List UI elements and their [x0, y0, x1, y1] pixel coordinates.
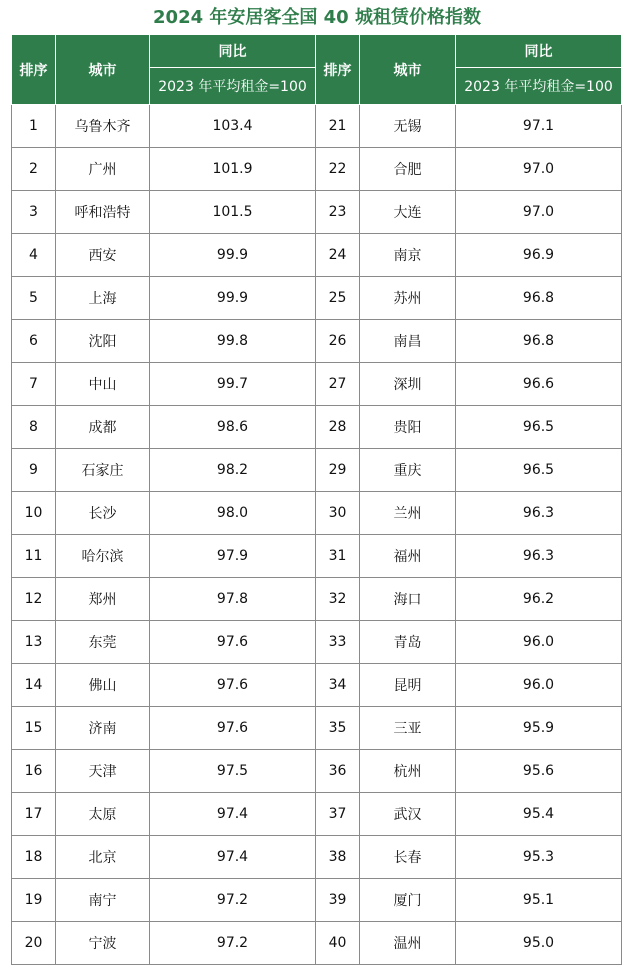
city-cell: 北京 — [56, 836, 150, 879]
rank-cell: 40 — [316, 922, 360, 965]
city-cell: 贵阳 — [360, 406, 456, 449]
index-value-cell: 97.5 — [150, 750, 316, 793]
city-cell: 成都 — [56, 406, 150, 449]
city-cell: 合肥 — [360, 148, 456, 191]
header-base-right: 2023 年平均租金=100 — [456, 68, 622, 105]
city-cell: 长沙 — [56, 492, 150, 535]
rank-cell: 17 — [12, 793, 56, 836]
city-cell: 苏州 — [360, 277, 456, 320]
city-cell: 大连 — [360, 191, 456, 234]
rank-cell: 4 — [12, 234, 56, 277]
rank-cell: 26 — [316, 320, 360, 363]
index-value-cell: 96.3 — [456, 535, 622, 578]
index-value-cell: 96.0 — [456, 664, 622, 707]
rank-cell: 27 — [316, 363, 360, 406]
rank-cell: 32 — [316, 578, 360, 621]
table-row — [12, 578, 622, 621]
rank-cell: 7 — [12, 363, 56, 406]
city-cell: 昆明 — [360, 664, 456, 707]
city-cell: 青岛 — [360, 621, 456, 664]
index-value-cell: 99.8 — [150, 320, 316, 363]
city-cell: 厦门 — [360, 879, 456, 922]
index-value-cell: 103.4 — [150, 105, 316, 148]
rank-cell: 36 — [316, 750, 360, 793]
rank-cell: 31 — [316, 535, 360, 578]
city-cell: 石家庄 — [56, 449, 150, 492]
header-base-left: 2023 年平均租金=100 — [150, 68, 316, 105]
page-title: 2024 年安居客全国 40 城租赁价格指数 — [153, 7, 481, 28]
index-value-cell: 99.9 — [150, 277, 316, 320]
table-row — [12, 320, 622, 363]
index-value-cell: 99.7 — [150, 363, 316, 406]
index-value-cell: 96.5 — [456, 449, 622, 492]
city-cell: 中山 — [56, 363, 150, 406]
header-rank-left: 排序 — [12, 35, 56, 105]
rank-cell: 38 — [316, 836, 360, 879]
city-cell: 长春 — [360, 836, 456, 879]
index-value-cell: 97.2 — [150, 922, 316, 965]
index-value-cell: 97.0 — [456, 148, 622, 191]
table-row — [12, 836, 622, 879]
city-cell: 天津 — [56, 750, 150, 793]
city-cell: 福州 — [360, 535, 456, 578]
index-value-cell: 97.6 — [150, 621, 316, 664]
index-value-cell: 97.6 — [150, 707, 316, 750]
table-row — [12, 750, 622, 793]
rank-cell: 12 — [12, 578, 56, 621]
rank-cell: 6 — [12, 320, 56, 363]
header-yoy-left: 同比 — [150, 35, 316, 68]
index-value-cell: 95.0 — [456, 922, 622, 965]
index-value-cell: 97.9 — [150, 535, 316, 578]
index-value-cell: 97.2 — [150, 879, 316, 922]
rank-cell: 34 — [316, 664, 360, 707]
city-cell: 郑州 — [56, 578, 150, 621]
index-value-cell: 96.3 — [456, 492, 622, 535]
index-value-cell: 98.2 — [150, 449, 316, 492]
table-row — [12, 449, 622, 492]
city-cell: 杭州 — [360, 750, 456, 793]
rank-cell: 25 — [316, 277, 360, 320]
city-cell: 南京 — [360, 234, 456, 277]
table-row — [12, 105, 622, 148]
table-row — [12, 707, 622, 750]
index-value-cell: 95.6 — [456, 750, 622, 793]
index-value-cell: 96.0 — [456, 621, 622, 664]
city-cell: 太原 — [56, 793, 150, 836]
index-value-cell: 97.4 — [150, 836, 316, 879]
index-value-cell: 98.6 — [150, 406, 316, 449]
rank-cell: 8 — [12, 406, 56, 449]
city-cell: 哈尔滨 — [56, 535, 150, 578]
table-row — [12, 664, 622, 707]
rank-cell: 2 — [12, 148, 56, 191]
city-cell: 南昌 — [360, 320, 456, 363]
rank-cell: 9 — [12, 449, 56, 492]
city-cell: 上海 — [56, 277, 150, 320]
table-row — [12, 922, 622, 965]
city-cell: 沈阳 — [56, 320, 150, 363]
index-value-cell: 97.4 — [150, 793, 316, 836]
table-body — [12, 105, 622, 965]
table-row — [12, 406, 622, 449]
table-row — [12, 234, 622, 277]
rank-cell: 11 — [12, 535, 56, 578]
city-cell: 宁波 — [56, 922, 150, 965]
index-value-cell: 97.8 — [150, 578, 316, 621]
rank-cell: 29 — [316, 449, 360, 492]
rank-cell: 5 — [12, 277, 56, 320]
city-cell: 重庆 — [360, 449, 456, 492]
index-value-cell: 96.5 — [456, 406, 622, 449]
table-row — [12, 148, 622, 191]
rank-cell: 16 — [12, 750, 56, 793]
city-cell: 乌鲁木齐 — [56, 105, 150, 148]
index-value-cell: 98.0 — [150, 492, 316, 535]
city-cell: 呼和浩特 — [56, 191, 150, 234]
city-cell: 无锡 — [360, 105, 456, 148]
table-row — [12, 191, 622, 234]
table-row — [12, 535, 622, 578]
rent-index-table — [11, 34, 622, 965]
index-value-cell: 96.2 — [456, 578, 622, 621]
city-cell: 西安 — [56, 234, 150, 277]
city-cell: 武汉 — [360, 793, 456, 836]
header-rank-right: 排序 — [316, 35, 360, 105]
index-value-cell: 97.6 — [150, 664, 316, 707]
header-city-right: 城市 — [360, 35, 456, 105]
index-value-cell: 101.9 — [150, 148, 316, 191]
rank-cell: 10 — [12, 492, 56, 535]
rank-cell: 18 — [12, 836, 56, 879]
rank-cell: 15 — [12, 707, 56, 750]
city-cell: 东莞 — [56, 621, 150, 664]
city-cell: 济南 — [56, 707, 150, 750]
rank-cell: 23 — [316, 191, 360, 234]
rank-cell: 19 — [12, 879, 56, 922]
table-row — [12, 793, 622, 836]
city-cell: 三亚 — [360, 707, 456, 750]
rank-cell: 13 — [12, 621, 56, 664]
index-value-cell: 95.9 — [456, 707, 622, 750]
city-cell: 温州 — [360, 922, 456, 965]
rank-cell: 14 — [12, 664, 56, 707]
city-cell: 佛山 — [56, 664, 150, 707]
index-value-cell: 96.6 — [456, 363, 622, 406]
table-header — [12, 35, 622, 105]
rank-cell: 24 — [316, 234, 360, 277]
city-cell: 深圳 — [360, 363, 456, 406]
rank-cell: 1 — [12, 105, 56, 148]
table-row — [12, 277, 622, 320]
index-value-cell: 97.0 — [456, 191, 622, 234]
rank-cell: 20 — [12, 922, 56, 965]
rank-cell: 28 — [316, 406, 360, 449]
rank-cell: 3 — [12, 191, 56, 234]
rank-cell: 30 — [316, 492, 360, 535]
rank-cell: 21 — [316, 105, 360, 148]
header-city-left: 城市 — [56, 35, 150, 105]
city-cell: 海口 — [360, 578, 456, 621]
index-value-cell: 96.8 — [456, 320, 622, 363]
index-value-cell: 101.5 — [150, 191, 316, 234]
index-value-cell: 95.3 — [456, 836, 622, 879]
rank-cell: 22 — [316, 148, 360, 191]
city-cell: 南宁 — [56, 879, 150, 922]
table-row — [12, 621, 622, 664]
index-value-cell: 97.1 — [456, 105, 622, 148]
table-row — [12, 363, 622, 406]
index-value-cell: 96.9 — [456, 234, 622, 277]
index-value-cell: 96.8 — [456, 277, 622, 320]
index-value-cell: 95.4 — [456, 793, 622, 836]
city-cell: 广州 — [56, 148, 150, 191]
table-row — [12, 492, 622, 535]
rank-cell: 33 — [316, 621, 360, 664]
table-row — [12, 879, 622, 922]
rank-cell: 39 — [316, 879, 360, 922]
rank-cell: 35 — [316, 707, 360, 750]
index-value-cell: 95.1 — [456, 879, 622, 922]
header-yoy-right: 同比 — [456, 35, 622, 68]
city-cell: 兰州 — [360, 492, 456, 535]
rank-cell: 37 — [316, 793, 360, 836]
index-value-cell: 99.9 — [150, 234, 316, 277]
